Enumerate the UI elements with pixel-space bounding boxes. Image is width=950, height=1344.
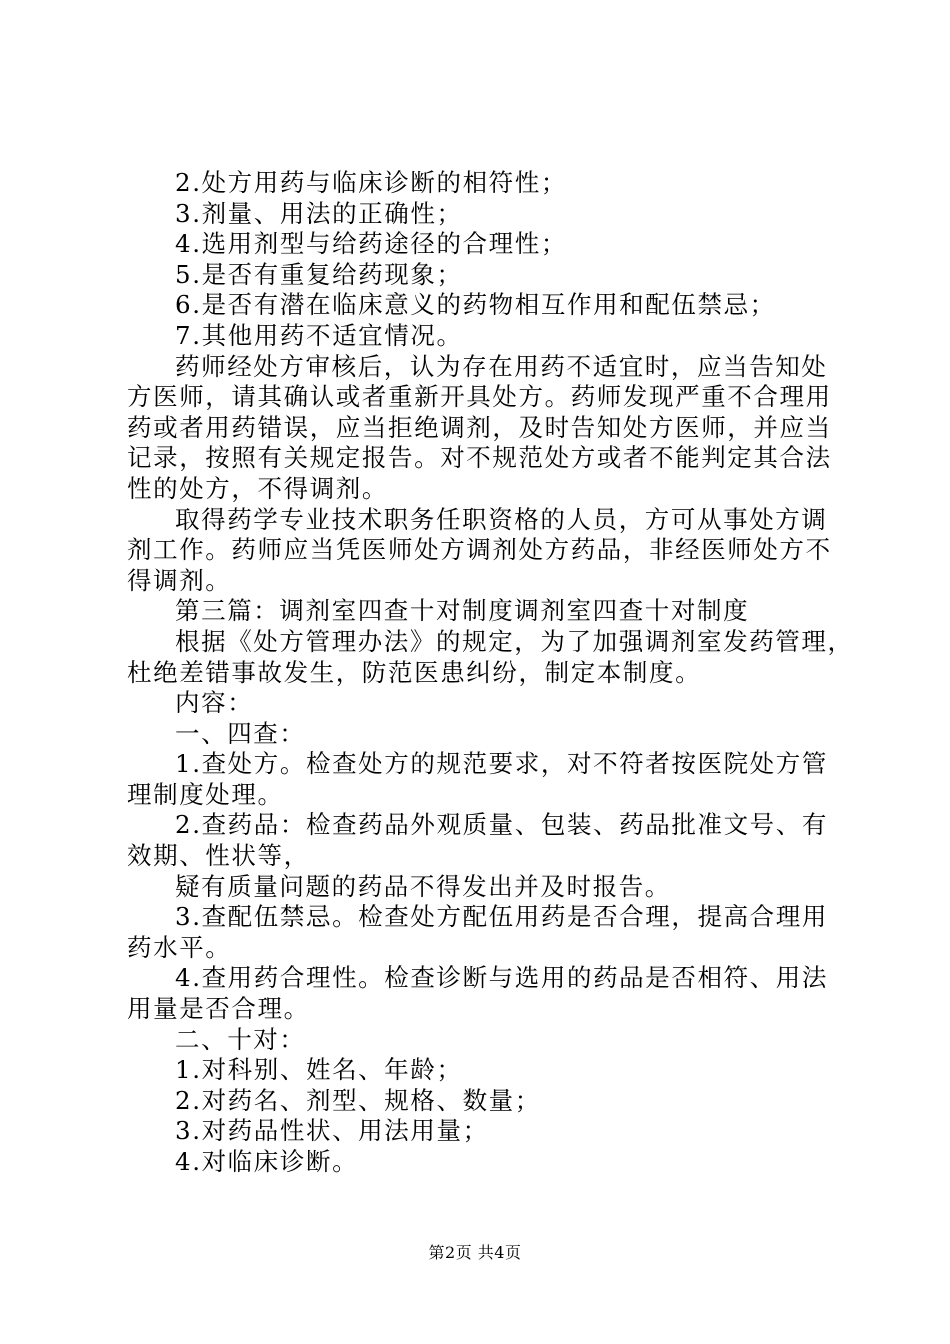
text-line: 二、十对： <box>175 1024 306 1054</box>
text-line: 3.剂量、用法的正确性； <box>175 198 463 228</box>
text-line: 4.查用药合理性。检查诊断与选用的药品是否相符、用法 <box>175 963 828 993</box>
text-line: 方医师，请其确认或者重新开具处方。药师发现严重不合理用 <box>127 382 832 412</box>
text-line: 用量是否合理。 <box>127 994 310 1024</box>
text-line: 1.对科别、姓名、年龄； <box>175 1055 463 1085</box>
text-line: 1.查处方。检查处方的规范要求，对不符者按医院处方管 <box>175 749 828 779</box>
text-line: 记录，按照有关规定报告。对不规范处方或者不能判定其合法 <box>127 443 832 473</box>
text-line: 2.查药品：检查药品外观质量、包装、药品批准文号、有 <box>175 810 828 840</box>
text-line: 得调剂。 <box>127 565 232 595</box>
page-footer: 第2页 共4页 <box>428 1243 522 1262</box>
text-line: 7.其他用药不适宜情况。 <box>175 320 463 350</box>
document-body <box>127 168 854 1178</box>
text-line: 6.是否有潜在临床意义的药物相互作用和配伍禁忌； <box>175 290 776 320</box>
text-line: 2.处方用药与临床诊断的相符性； <box>175 168 567 197</box>
text-line: 第三篇：调剂室四查十对制度调剂室四查十对制度 <box>175 596 750 626</box>
text-line: 内容： <box>175 688 254 718</box>
text-line: 性的处方，不得调剂。 <box>127 473 388 503</box>
text-line: 取得药学专业技术职务任职资格的人员，方可从事处方调 <box>175 504 828 534</box>
text-line: 剂工作。药师应当凭医师处方调剂处方药品，非经医师处方不 <box>127 535 832 565</box>
text-line: 效期、性状等， <box>127 841 310 871</box>
text-line: 药或者用药错误，应当拒绝调剂，及时告知处方医师，并应当 <box>127 412 832 442</box>
text-line: 根据《处方管理办法》的规定，为了加强调剂室发药管理， <box>175 626 854 656</box>
text-line: 疑有质量问题的药品不得发出并及时报告。 <box>175 871 671 901</box>
text-line: 理制度处理。 <box>127 779 284 809</box>
text-line: 2.对药名、剂型、规格、数量； <box>175 1085 541 1115</box>
text-line: 杜绝差错事故发生，防范医患纠纷，制定本制度。 <box>127 657 702 687</box>
text-line: 药师经处方审核后，认为存在用药不适宜时，应当告知处 <box>175 351 828 381</box>
text-line: 4.选用剂型与给药途径的合理性； <box>175 229 567 259</box>
text-line: 药水平。 <box>127 932 232 962</box>
text-line: 3.对药品性状、用法用量； <box>175 1116 489 1146</box>
text-line: 5.是否有重复给药现象； <box>175 259 463 289</box>
text-line: 4.对临床诊断。 <box>175 1147 359 1176</box>
text-line: 一、四查： <box>175 718 306 748</box>
text-line: 3.查配伍禁忌。检查处方配伍用药是否合理，提高合理用 <box>175 902 828 932</box>
